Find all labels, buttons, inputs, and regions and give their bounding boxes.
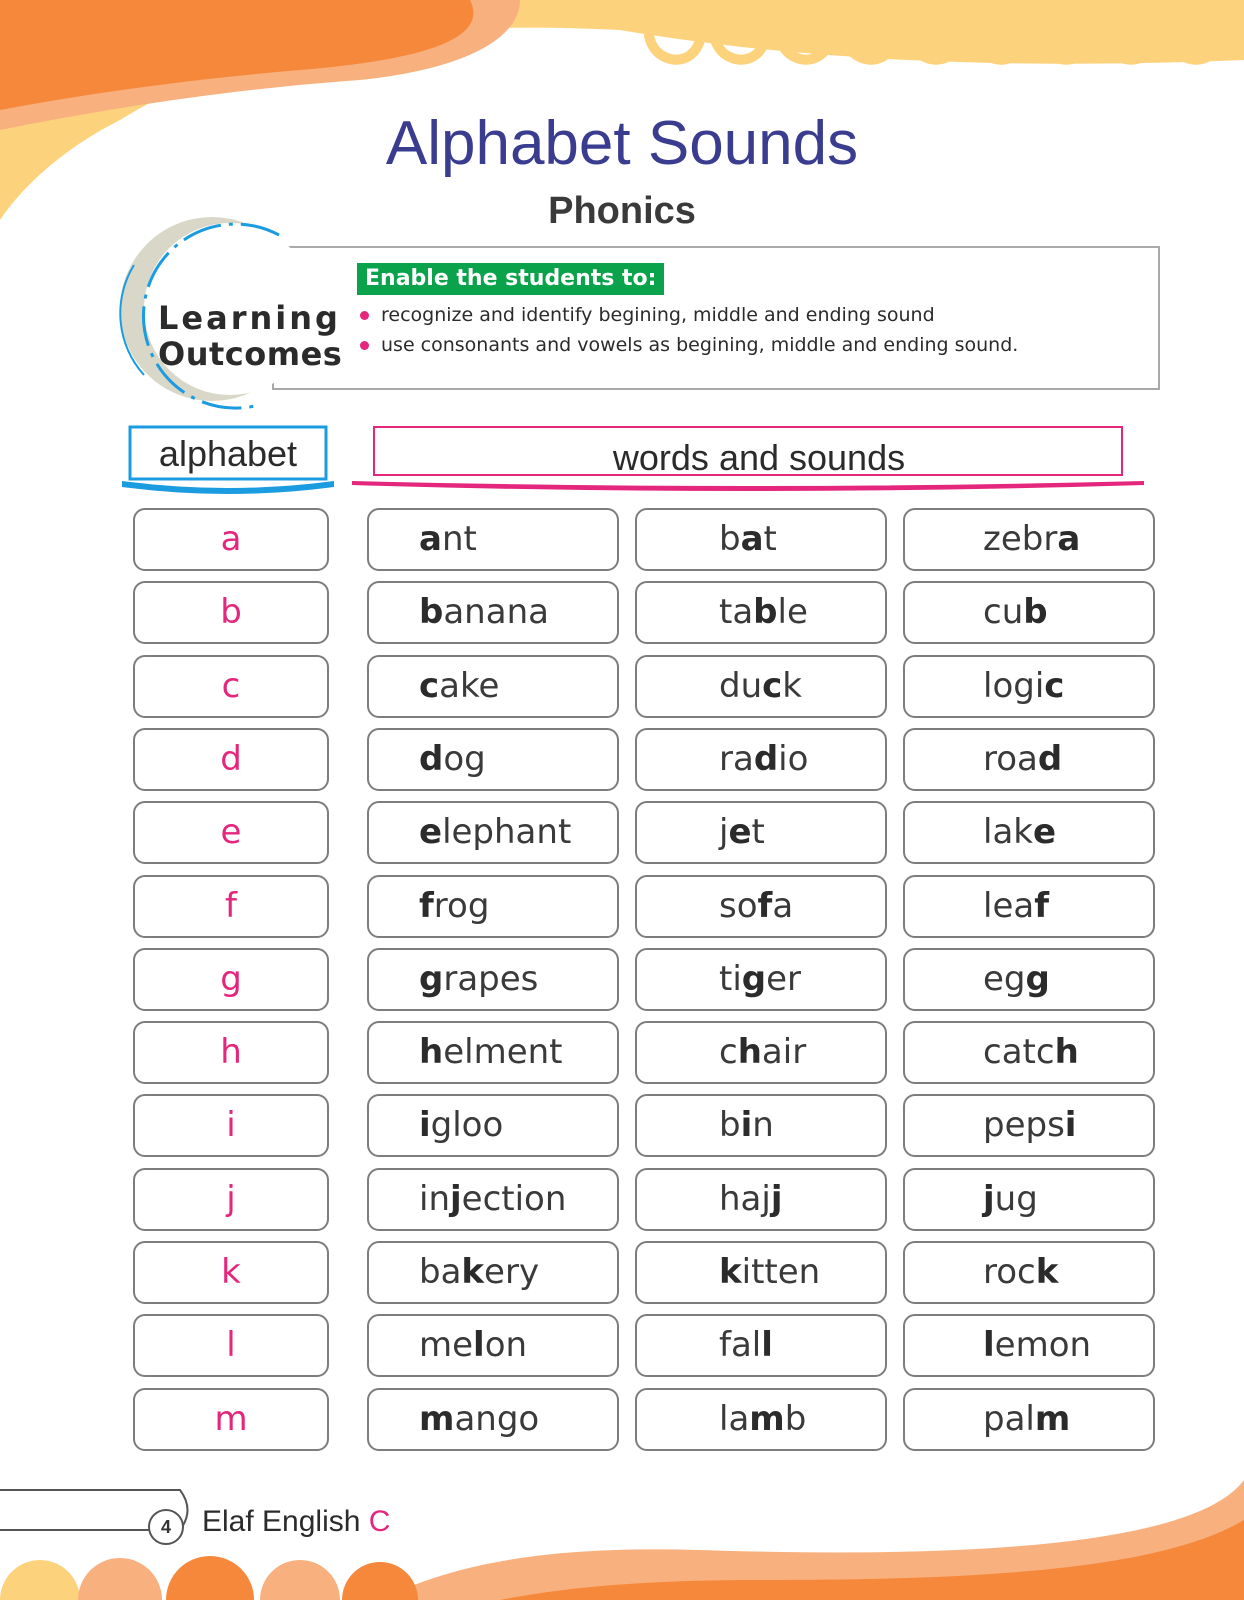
word-cell	[367, 1168, 619, 1231]
highlighted-sound: a	[740, 519, 764, 559]
word-cell	[903, 801, 1155, 864]
word-part: og	[443, 739, 486, 779]
word-part: cu	[983, 592, 1024, 632]
highlighted-sound: d	[419, 739, 444, 779]
word-part: anana	[443, 592, 549, 632]
word-cell	[635, 581, 887, 644]
highlighted-sound: l	[761, 1325, 773, 1365]
highlighted-sound: b	[419, 592, 444, 632]
word-part: elment	[443, 1032, 563, 1072]
word-cell	[903, 1021, 1155, 1084]
highlighted-sound: h	[737, 1032, 762, 1072]
word-part: fal	[719, 1325, 762, 1365]
highlighted-sound: e	[419, 812, 443, 852]
word-cell	[903, 875, 1155, 938]
highlighted-sound: g	[419, 959, 444, 999]
highlighted-sound: m	[419, 1399, 455, 1439]
highlighted-sound: i	[419, 1105, 431, 1145]
highlighted-sound: b	[1023, 592, 1048, 632]
outcome-item: use consonants and vowels as begining, middle and ending sound.	[357, 330, 1018, 360]
letter-cell: g	[133, 948, 329, 1011]
highlighted-sound: i	[1064, 1105, 1077, 1145]
word-part: ery	[484, 1252, 540, 1292]
learning-label: Learning	[158, 299, 341, 337]
word-part: haj	[719, 1179, 771, 1219]
word-part: lea	[983, 886, 1035, 926]
outcomes-list	[357, 300, 1018, 360]
letter-cell: l	[133, 1314, 329, 1377]
word-cell	[367, 948, 619, 1011]
highlighted-sound: f	[757, 886, 773, 926]
book-name: Elaf English	[202, 1505, 361, 1538]
word-cell	[635, 1168, 887, 1231]
word-part: b	[784, 1399, 807, 1439]
highlighted-sound: c	[1044, 666, 1065, 706]
word-cell	[635, 1241, 887, 1304]
word-cell	[367, 581, 619, 644]
highlighted-sound: j	[770, 1179, 783, 1219]
book-level: C	[368, 1505, 391, 1538]
word-part: lak	[983, 812, 1033, 852]
letter-cell: c	[133, 655, 329, 718]
letter-cell: j	[133, 1168, 329, 1231]
highlighted-sound: j	[983, 1179, 995, 1219]
word-cell	[903, 508, 1155, 571]
highlighted-sound: k	[1035, 1252, 1059, 1292]
highlighted-sound: d	[1037, 739, 1063, 779]
word-cell	[903, 581, 1155, 644]
word-part: me	[419, 1325, 474, 1365]
word-part: lephant	[442, 812, 572, 852]
word-cell	[903, 948, 1155, 1011]
word-part: logi	[983, 666, 1045, 706]
word-part: le	[777, 592, 808, 632]
word-cell	[903, 1241, 1155, 1304]
outcomes-label: Outcomes	[158, 335, 343, 373]
highlighted-sound: m	[1034, 1399, 1071, 1439]
letter-cell: m	[133, 1388, 329, 1451]
word-part: t	[763, 519, 777, 559]
word-cell	[903, 728, 1155, 791]
word-part: so	[719, 886, 758, 926]
word-part: c	[719, 1032, 738, 1072]
highlighted-sound: h	[1054, 1032, 1079, 1072]
word-cell	[903, 1314, 1155, 1377]
word-cell	[635, 948, 887, 1011]
word-cell	[903, 655, 1155, 718]
letter-cell: f	[133, 875, 329, 938]
word-part: zebr	[983, 519, 1058, 559]
letter-cell: k	[133, 1241, 329, 1304]
highlighted-sound: e	[1032, 812, 1057, 852]
highlighted-sound: k	[719, 1252, 742, 1292]
word-part: catc	[983, 1032, 1055, 1072]
word-part: peps	[983, 1105, 1065, 1145]
word-part: ug	[994, 1179, 1038, 1219]
word-part: rapes	[443, 959, 539, 999]
word-cell	[367, 1241, 619, 1304]
letter-cell: a	[133, 508, 329, 571]
word-part: ra	[719, 739, 754, 779]
highlighted-sound: d	[753, 739, 779, 779]
word-cell	[367, 1388, 619, 1451]
highlighted-sound: a	[419, 519, 442, 559]
word-part: t	[751, 812, 765, 852]
word-part: ango	[454, 1399, 540, 1439]
bottom-decoration	[0, 1480, 1244, 1600]
learning-outcomes-label	[158, 300, 348, 372]
word-part: ta	[719, 592, 754, 632]
word-part: a	[772, 886, 794, 926]
alphabet-header: alphabet	[158, 433, 298, 474]
word-cell	[367, 1021, 619, 1084]
word-cell	[635, 728, 887, 791]
word-part: ti	[719, 959, 742, 999]
book-title	[202, 1505, 390, 1539]
word-cell	[903, 1388, 1155, 1451]
word-cell	[367, 728, 619, 791]
word-cell	[635, 1314, 887, 1377]
highlighted-sound: l	[983, 1325, 995, 1365]
word-cell	[903, 1094, 1155, 1157]
word-part: air	[761, 1032, 807, 1072]
word-part: itten	[741, 1252, 821, 1292]
highlighted-sound: c	[762, 666, 783, 706]
highlighted-sound: f	[1034, 886, 1049, 926]
word-part: b	[719, 1105, 741, 1145]
word-part: on	[484, 1325, 528, 1365]
word-part: pal	[983, 1399, 1035, 1439]
word-part: io	[778, 739, 809, 779]
page-subtitle: Phonics	[548, 190, 696, 232]
word-part: er	[766, 959, 802, 999]
word-part: b	[719, 519, 741, 559]
word-part: n	[752, 1105, 774, 1145]
words-header: words and sounds	[612, 437, 906, 478]
word-cell	[367, 875, 619, 938]
word-part: ake	[439, 666, 500, 706]
letter-cell: h	[133, 1021, 329, 1084]
outcomes-heading: Enable the students to:	[357, 263, 664, 295]
word-cell	[367, 801, 619, 864]
word-cell	[367, 1314, 619, 1377]
highlighted-sound: f	[419, 886, 434, 926]
word-part: ba	[419, 1252, 462, 1292]
word-cell	[367, 655, 619, 718]
letter-cell: i	[133, 1094, 329, 1157]
highlighted-sound: b	[753, 592, 778, 632]
word-part: du	[719, 666, 763, 706]
word-part: gloo	[430, 1105, 504, 1145]
word-part: ection	[461, 1179, 567, 1219]
highlighted-sound: j	[450, 1179, 462, 1219]
page-number: 4	[148, 1509, 184, 1545]
word-part: in	[419, 1179, 450, 1219]
word-cell	[635, 655, 887, 718]
highlighted-sound: i	[740, 1105, 753, 1145]
word-part: roc	[983, 1252, 1036, 1292]
word-part: la	[719, 1399, 750, 1439]
word-cell	[367, 508, 619, 571]
word-cell	[903, 1168, 1155, 1231]
word-part: j	[719, 812, 729, 852]
word-part: eg	[983, 959, 1026, 999]
highlighted-sound: a	[1057, 519, 1081, 559]
highlighted-sound: c	[419, 666, 440, 706]
word-cell	[635, 1021, 887, 1084]
word-cell	[635, 1094, 887, 1157]
highlighted-sound: l	[473, 1325, 485, 1365]
word-part: nt	[441, 519, 477, 559]
page-title: Alphabet Sounds	[385, 109, 859, 178]
word-part: rog	[433, 886, 490, 926]
highlighted-sound: k	[461, 1252, 485, 1292]
highlighted-sound: g	[741, 959, 767, 999]
outcome-item: recognize and identify begining, middle and ending sound	[357, 300, 1018, 330]
letter-cell: b	[133, 581, 329, 644]
word-cell	[635, 508, 887, 571]
word-part: emon	[994, 1325, 1092, 1365]
word-part: roa	[983, 739, 1038, 779]
word-cell	[635, 875, 887, 938]
letter-cell: d	[133, 728, 329, 791]
word-cell	[367, 1094, 619, 1157]
letter-cell: e	[133, 801, 329, 864]
highlighted-sound: g	[1025, 959, 1050, 999]
highlighted-sound: e	[728, 812, 752, 852]
highlighted-sound: h	[419, 1032, 444, 1072]
word-part: k	[782, 666, 802, 706]
word-cell	[635, 801, 887, 864]
word-cell	[635, 1388, 887, 1451]
highlighted-sound: m	[749, 1399, 785, 1439]
